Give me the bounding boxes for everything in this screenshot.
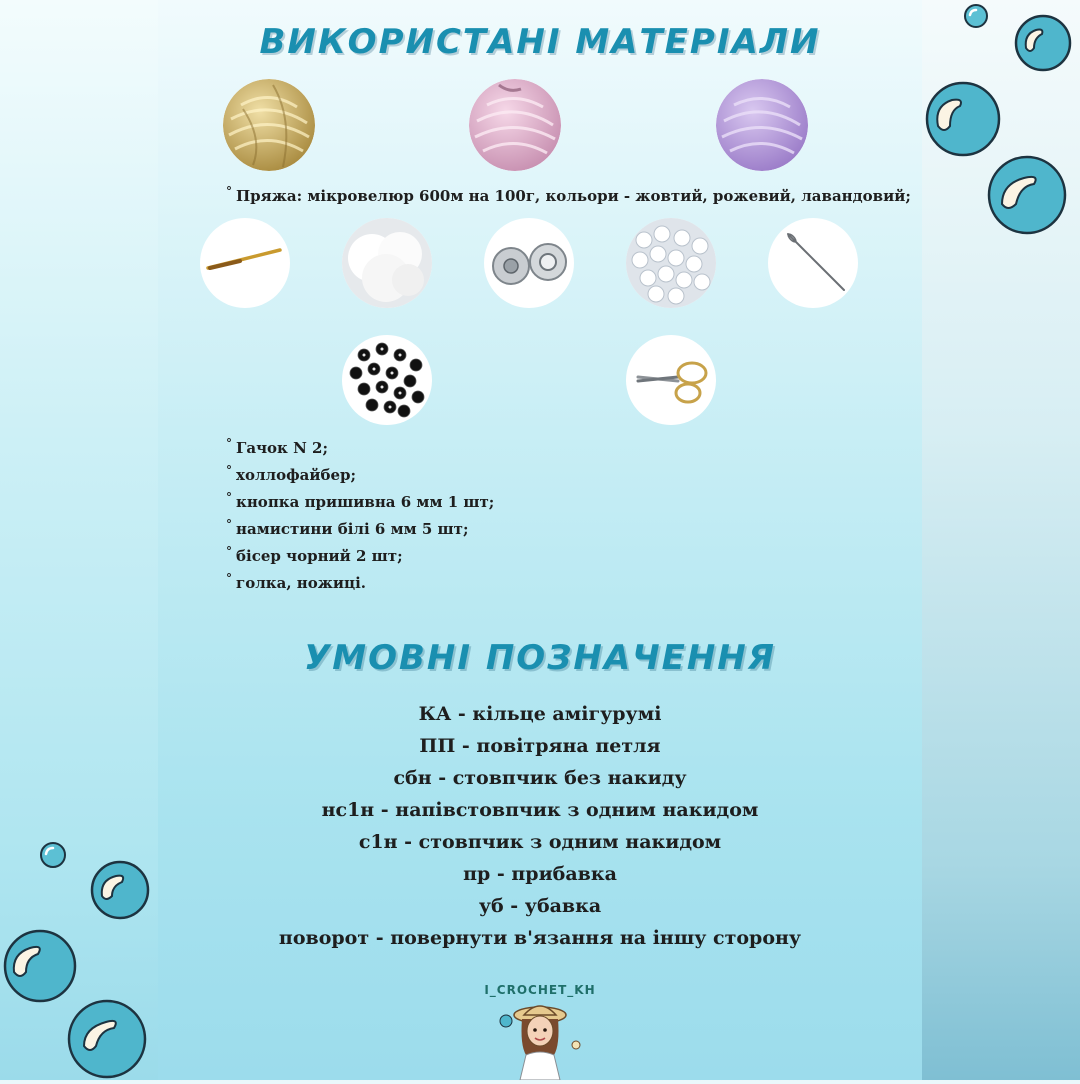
list-item [226, 436, 328, 457]
legend-item: КА - кільце амігурумі [418, 703, 662, 725]
legend-item: уб - убавка [478, 895, 602, 917]
bubble-icon [984, 152, 1070, 238]
legend-heading: УМОВНІ ПОЗНАЧЕННЯ [304, 638, 776, 678]
list-item-text: бісер чорний 2 шт; [236, 547, 403, 565]
bubble-icon [38, 840, 68, 870]
bullet-degree: ° [226, 517, 232, 531]
legend-item: сбн - стовпчик без накиду [393, 767, 687, 789]
bubble-icon [962, 2, 990, 30]
legend-item: с1н - стовпчик з одним накидом [358, 831, 722, 853]
bubble-icon [88, 858, 152, 922]
list-item-text: Гачок N 2; [236, 439, 329, 457]
snap-button-icon [484, 218, 574, 308]
crochet-hook-icon [200, 218, 290, 308]
yarn-description [226, 184, 911, 205]
list-item [226, 571, 366, 592]
list-item [226, 490, 494, 511]
bubble-icon [64, 996, 150, 1080]
legend-item: нс1н - напівстовпчик з одним накидом [321, 799, 759, 821]
bullet-degree: ° [226, 436, 232, 450]
black-beads-icon [342, 335, 432, 425]
yarn-ball-icon [716, 79, 808, 171]
logo-text: I_CROCHET_KH [484, 983, 596, 997]
bullet-degree: ° [226, 184, 232, 198]
list-item [226, 544, 403, 565]
list-item-text: намистини білі 6 мм 5 шт; [236, 520, 469, 538]
list-item [226, 517, 469, 538]
bullet-degree: ° [226, 571, 232, 585]
list-item-text: голка, ножиці. [236, 574, 367, 592]
bullet-degree: ° [226, 490, 232, 504]
needle-icon [768, 218, 858, 308]
materials-heading: ВИКОРИСТАНІ МАТЕРІАЛИ [259, 22, 821, 62]
list-item [226, 463, 356, 484]
bubble-icon [0, 926, 80, 1006]
bubble-icon [1012, 12, 1074, 74]
stuffing-icon [342, 218, 432, 308]
bubble-icon [922, 78, 1004, 160]
legend-item: пр - прибавка [463, 863, 617, 885]
list-item-text: холлофайбер; [236, 466, 357, 484]
bullet-degree: ° [226, 544, 232, 558]
bullet-degree: ° [226, 463, 232, 477]
yarn-ball-icon [223, 79, 315, 171]
brand-logo [480, 975, 600, 1080]
scissors-icon [626, 335, 716, 425]
legend-item: ПП - повітряна петля [419, 735, 661, 757]
yarn-ball-icon [469, 79, 561, 171]
legend-list [158, 698, 922, 954]
yarn-description-text: Пряжа: мікровелюр 600м на 100г, кольори - жовтий, рожевий, лавандовий; [236, 187, 911, 205]
list-item-text: кнопка пришивна 6 мм 1 шт; [236, 493, 495, 511]
pearl-beads-icon [626, 218, 716, 308]
legend-item: поворот - повернути в'язання на іншу сторону [278, 927, 802, 949]
